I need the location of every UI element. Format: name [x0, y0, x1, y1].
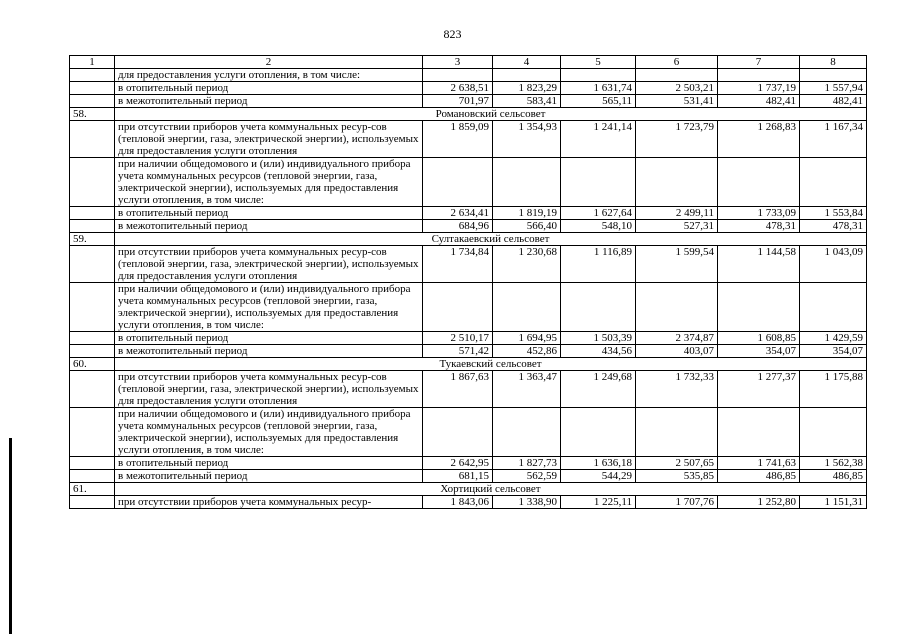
- value-cell: [718, 408, 800, 457]
- table-row: [70, 82, 867, 95]
- value-cell: [636, 158, 718, 207]
- value-cell: 1 363,47: [493, 371, 561, 408]
- row-number-cell: [70, 220, 115, 233]
- value-cell: 566,40: [493, 220, 561, 233]
- row-description: при отсутствии приборов учета коммунальных ресур-сов (тепловой энергии, газа, электрической энергии), используемых для предоставления услуги отопления: [115, 371, 423, 408]
- row-number-cell: [70, 332, 115, 345]
- value-cell: 1 503,39: [561, 332, 636, 345]
- column-number: 7: [718, 56, 800, 69]
- row-number-cell: [70, 470, 115, 483]
- value-cell: 2 634,41: [423, 207, 493, 220]
- value-cell: [423, 69, 493, 82]
- value-cell: 1 636,18: [561, 457, 636, 470]
- row-number-cell: [70, 457, 115, 470]
- table-row: [70, 207, 867, 220]
- section-row: [70, 108, 867, 121]
- value-cell: [423, 408, 493, 457]
- table-body: [70, 56, 867, 509]
- row-description: в отопительный период: [115, 332, 423, 345]
- value-cell: 2 374,87: [636, 332, 718, 345]
- table-row: [70, 470, 867, 483]
- value-cell: 1 734,84: [423, 246, 493, 283]
- value-cell: 1 225,11: [561, 496, 636, 509]
- value-cell: 2 638,51: [423, 82, 493, 95]
- value-cell: [493, 283, 561, 332]
- table-row: [70, 121, 867, 158]
- column-number: 8: [800, 56, 867, 69]
- value-cell: 486,85: [718, 470, 800, 483]
- value-cell: 527,31: [636, 220, 718, 233]
- section-number: 60.: [70, 358, 115, 371]
- value-cell: 535,85: [636, 470, 718, 483]
- row-number-cell: [70, 283, 115, 332]
- row-description: при наличии общедомового и (или) индивидуального прибора учета коммунальных ресурсов (тепловой энергии, газа, электрической энергии), используемых для предоставления услуги отопления, в том числе:: [115, 158, 423, 207]
- column-number: 6: [636, 56, 718, 69]
- table-row: [70, 496, 867, 509]
- value-cell: 1 827,73: [493, 457, 561, 470]
- value-cell: 1 631,74: [561, 82, 636, 95]
- value-cell: 482,41: [800, 95, 867, 108]
- value-cell: 1 627,64: [561, 207, 636, 220]
- row-description: при наличии общедомового и (или) индивидуального прибора учета коммунальных ресурсов (тепловой энергии, газа, электрической энергии), используемых для предоставления услуги отопления, в том числе:: [115, 408, 423, 457]
- section-number: 58.: [70, 108, 115, 121]
- row-number-cell: [70, 121, 115, 158]
- row-description: в межотопительный период: [115, 220, 423, 233]
- value-cell: 1 741,63: [718, 457, 800, 470]
- row-number-cell: [70, 69, 115, 82]
- value-cell: [718, 283, 800, 332]
- value-cell: [561, 283, 636, 332]
- value-cell: 1 843,06: [423, 496, 493, 509]
- row-description: в отопительный период: [115, 207, 423, 220]
- row-description: при наличии общедомового и (или) индивидуального прибора учета коммунальных ресурсов (тепловой энергии, газа, электрической энергии), используемых для предоставления услуги отопления, в том числе:: [115, 283, 423, 332]
- value-cell: 1 230,68: [493, 246, 561, 283]
- value-cell: 482,41: [718, 95, 800, 108]
- table-row: [70, 95, 867, 108]
- value-cell: 1 175,88: [800, 371, 867, 408]
- value-cell: 354,07: [800, 345, 867, 358]
- value-cell: 478,31: [800, 220, 867, 233]
- value-cell: 1 859,09: [423, 121, 493, 158]
- row-description: при отсутствии приборов учета коммунальных ресур-сов (тепловой энергии, газа, электрической энергии), используемых для предоставления услуги отопления: [115, 121, 423, 158]
- value-cell: 478,31: [718, 220, 800, 233]
- value-cell: 1 823,29: [493, 82, 561, 95]
- row-description: при отсутствии приборов учета коммунальных ресур-сов (тепловой энергии, газа, электрической энергии), используемых для предоставления услуги отопления: [115, 246, 423, 283]
- value-cell: 1 429,59: [800, 332, 867, 345]
- value-cell: 1 151,31: [800, 496, 867, 509]
- value-cell: [800, 408, 867, 457]
- row-description: при отсутствии приборов учета коммунальных ресур-: [115, 496, 423, 509]
- value-cell: 1 562,38: [800, 457, 867, 470]
- value-cell: 684,96: [423, 220, 493, 233]
- value-cell: [493, 408, 561, 457]
- value-cell: 1 249,68: [561, 371, 636, 408]
- value-cell: 403,07: [636, 345, 718, 358]
- row-number-cell: [70, 246, 115, 283]
- value-cell: [561, 69, 636, 82]
- value-cell: 2 507,65: [636, 457, 718, 470]
- value-cell: 1 277,37: [718, 371, 800, 408]
- table-row: [70, 246, 867, 283]
- column-number: 3: [423, 56, 493, 69]
- value-cell: [800, 69, 867, 82]
- text-row: [70, 283, 867, 332]
- row-description: для предоставления услуги отопления, в том числе:: [115, 69, 423, 82]
- value-cell: [423, 158, 493, 207]
- value-cell: 1 599,54: [636, 246, 718, 283]
- row-description: в межотопительный период: [115, 470, 423, 483]
- value-cell: 562,59: [493, 470, 561, 483]
- value-cell: 1 338,90: [493, 496, 561, 509]
- value-cell: [718, 69, 800, 82]
- value-cell: [636, 408, 718, 457]
- section-title: Тукаевский сельсовет: [115, 358, 867, 371]
- value-cell: 583,41: [493, 95, 561, 108]
- value-cell: 2 510,17: [423, 332, 493, 345]
- section-row: [70, 233, 867, 246]
- value-cell: 1 553,84: [800, 207, 867, 220]
- section-row: [70, 358, 867, 371]
- value-cell: [493, 158, 561, 207]
- value-cell: 2 499,11: [636, 207, 718, 220]
- value-cell: 1 557,94: [800, 82, 867, 95]
- column-number: 5: [561, 56, 636, 69]
- value-cell: 1 354,93: [493, 121, 561, 158]
- table-row: [70, 345, 867, 358]
- value-cell: 354,07: [718, 345, 800, 358]
- value-cell: [718, 158, 800, 207]
- value-cell: 565,11: [561, 95, 636, 108]
- column-number: 4: [493, 56, 561, 69]
- value-cell: [561, 158, 636, 207]
- value-cell: 531,41: [636, 95, 718, 108]
- text-row: [70, 408, 867, 457]
- text-row: [70, 69, 867, 82]
- value-cell: 486,85: [800, 470, 867, 483]
- text-row: [70, 158, 867, 207]
- table-row: [70, 457, 867, 470]
- value-cell: 1 723,79: [636, 121, 718, 158]
- value-cell: [800, 158, 867, 207]
- value-cell: 1 608,85: [718, 332, 800, 345]
- row-number-cell: [70, 371, 115, 408]
- value-cell: 1 043,09: [800, 246, 867, 283]
- section-title: Романовский сельсовет: [115, 108, 867, 121]
- section-number: 61.: [70, 483, 115, 496]
- section-number: 59.: [70, 233, 115, 246]
- row-number-cell: [70, 345, 115, 358]
- row-description: в межотопительный период: [115, 95, 423, 108]
- value-cell: 1 707,76: [636, 496, 718, 509]
- tariff-table: [69, 55, 867, 509]
- value-cell: 1 144,58: [718, 246, 800, 283]
- value-cell: 544,29: [561, 470, 636, 483]
- value-cell: 1 241,14: [561, 121, 636, 158]
- value-cell: [493, 69, 561, 82]
- row-number-cell: [70, 207, 115, 220]
- row-number-cell: [70, 158, 115, 207]
- value-cell: 1 167,34: [800, 121, 867, 158]
- page-number: 823: [443, 27, 462, 41]
- value-cell: 1 116,89: [561, 246, 636, 283]
- value-cell: [423, 283, 493, 332]
- value-cell: 434,56: [561, 345, 636, 358]
- value-cell: 2 642,95: [423, 457, 493, 470]
- table-row: [70, 371, 867, 408]
- table-row: [70, 220, 867, 233]
- row-description: в отопительный период: [115, 82, 423, 95]
- row-number-cell: [70, 496, 115, 509]
- value-cell: 1 694,95: [493, 332, 561, 345]
- value-cell: 1 733,09: [718, 207, 800, 220]
- value-cell: 701,97: [423, 95, 493, 108]
- row-description: в отопительный период: [115, 457, 423, 470]
- section-title: Хортицкий сельсовет: [115, 483, 867, 496]
- row-number-cell: [70, 408, 115, 457]
- section-title: Султакаевский сельсовет: [115, 233, 867, 246]
- value-cell: 1 819,19: [493, 207, 561, 220]
- value-cell: [800, 283, 867, 332]
- value-cell: 1 732,33: [636, 371, 718, 408]
- column-number: 1: [70, 56, 115, 69]
- value-cell: [561, 408, 636, 457]
- value-cell: 681,15: [423, 470, 493, 483]
- value-cell: 548,10: [561, 220, 636, 233]
- column-number-row: [70, 56, 867, 69]
- value-cell: [636, 283, 718, 332]
- value-cell: [636, 69, 718, 82]
- row-description: в межотопительный период: [115, 345, 423, 358]
- value-cell: 571,42: [423, 345, 493, 358]
- table-row: [70, 332, 867, 345]
- column-number: 2: [115, 56, 423, 69]
- value-cell: 1 252,80: [718, 496, 800, 509]
- section-row: [70, 483, 867, 496]
- value-cell: 1 268,83: [718, 121, 800, 158]
- value-cell: 452,86: [493, 345, 561, 358]
- value-cell: 1 737,19: [718, 82, 800, 95]
- row-number-cell: [70, 82, 115, 95]
- value-cell: 2 503,21: [636, 82, 718, 95]
- row-number-cell: [70, 95, 115, 108]
- left-margin-rule: [9, 438, 12, 634]
- value-cell: 1 867,63: [423, 371, 493, 408]
